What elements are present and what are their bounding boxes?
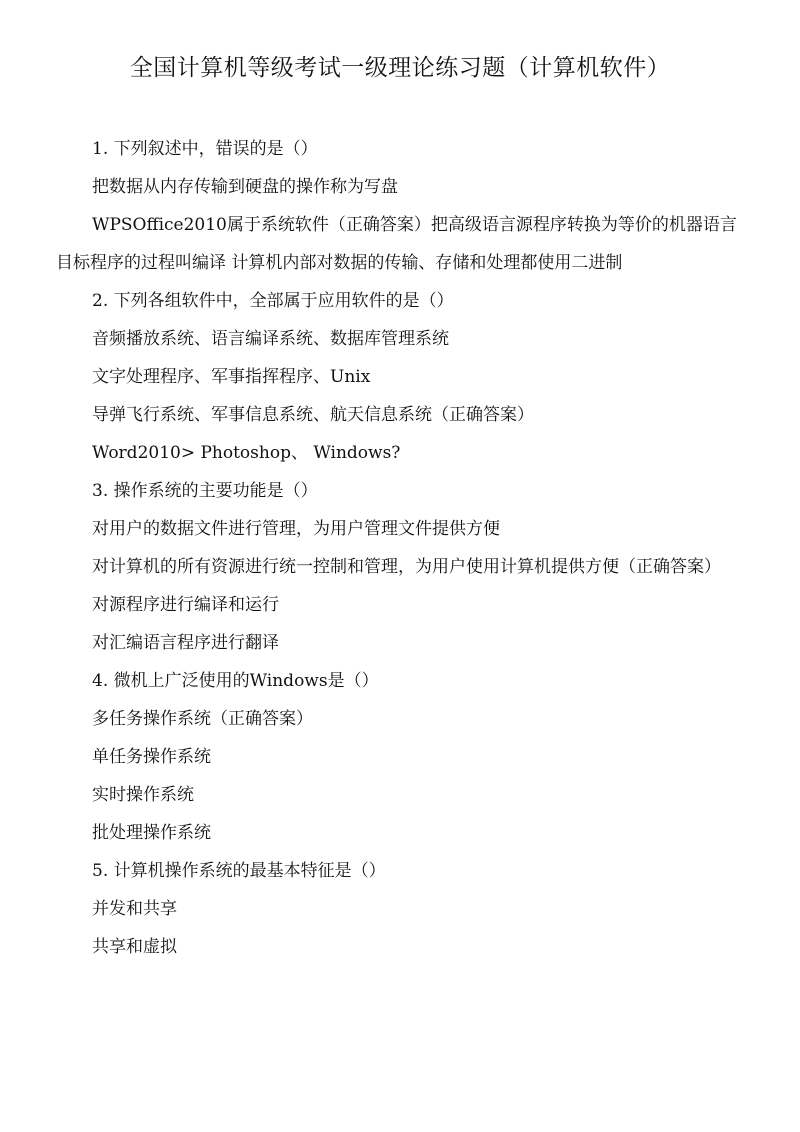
question-2-option: Word2010> Photoshop、 Windows? [92, 443, 401, 463]
question-4-option: 实时操作系统 [92, 785, 194, 805]
question-3-option: 对用户的数据文件进行管理，为用户管理文件提供方便 [92, 519, 500, 539]
question-1-option: WPSOffice2010属于系统软件（正确答案）把高级语言源程序转换为等价的机器语言目标程序的过程叫编译 计算机内部对数据的传输、存储和处理都使用二进制 [56, 215, 737, 273]
question-3-prompt: 3. 操作系统的主要功能是（） [92, 481, 318, 501]
question-4-option: 单任务操作系统 [92, 747, 211, 767]
question-3-option: 对汇编语言程序进行翻译 [92, 633, 279, 653]
question-4-prompt: 4. 微机上广泛使用的Windows是（） [92, 671, 379, 691]
question-3-option: 对源程序进行编译和运行 [92, 595, 279, 615]
question-1-option: 把数据从内存传输到硬盘的操作称为写盘 [92, 177, 398, 197]
question-5-prompt: 5. 计算机操作系统的最基本特征是（） [92, 861, 386, 881]
question-5-option: 并发和共享 [92, 899, 177, 919]
question-3-option: 对计算机的所有资源进行统一控制和管理，为用户使用计算机提供方便（正确答案） [92, 557, 721, 577]
question-1-prompt: 1. 下列叙述中，错误的是（） [92, 139, 318, 159]
document-title: 全国计算机等级考试一级理论练习题（计算机软件） [129, 55, 671, 81]
question-2-option: 音频播放系统、语言编译系统、数据库管理系统 [92, 329, 449, 349]
question-2-option: 文字处理程序、军事指挥程序、Unix [92, 367, 371, 387]
question-2-option: 导弹飞行系统、军事信息系统、航天信息系统（正确答案） [92, 405, 534, 425]
question-4-option: 多任务操作系统（正确答案） [92, 709, 313, 729]
document-body [56, 130, 746, 966]
question-4-option: 批处理操作系统 [92, 823, 211, 843]
question-5-option: 共享和虚拟 [92, 937, 177, 957]
question-2-prompt: 2. 下列各组软件中，全部属于应用软件的是（） [92, 291, 454, 311]
